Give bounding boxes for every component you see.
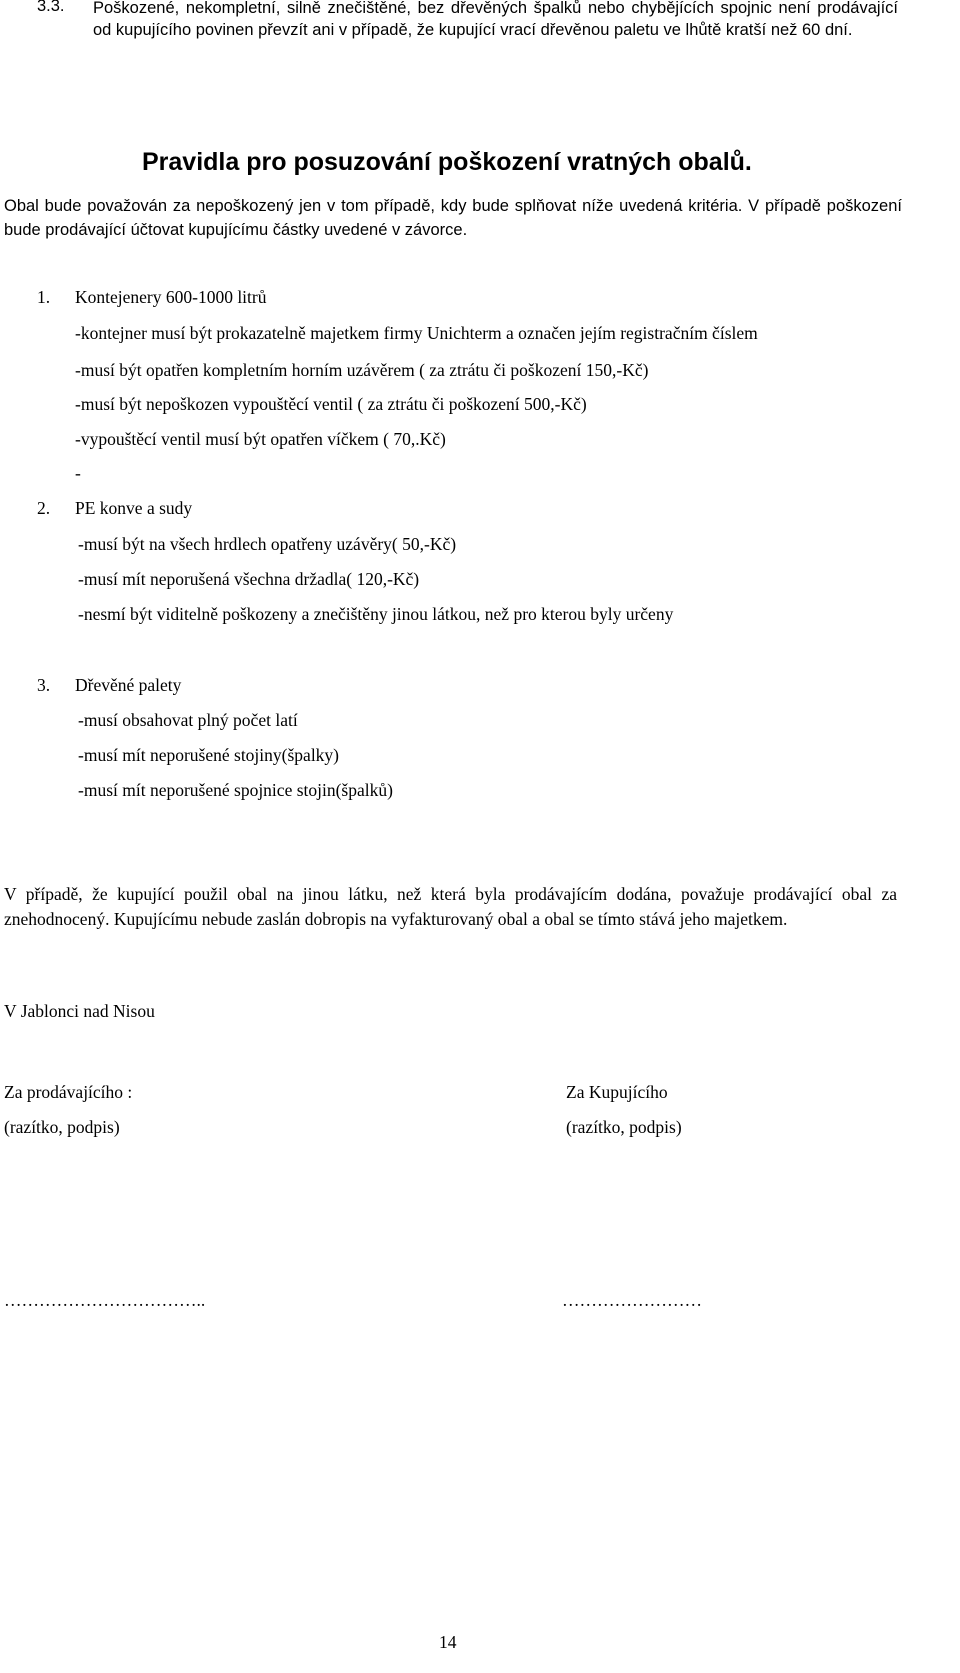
seller-signature-line: …………………………….. <box>4 1290 206 1310</box>
section3-item: -musí mít neporušené stojiny(špalky) <box>78 745 340 765</box>
section3-item: -musí obsahovat plný počet latí <box>78 710 298 730</box>
section1-item: -musí být nepoškozen vypouštěcí ventil ( za ztrátu či poškození 500,-Kč) <box>75 394 587 414</box>
subintro-text: Obal bude považován za nepoškozený jen v tom případě, kdy bude splňovat níže uvedená kritéria. V případě poškození bude prodávající účtovat kupujícímu částky uvedené v závorce. <box>4 197 902 239</box>
section1-item: -musí být opatřen kompletním horním uzávěrem ( za ztrátu či poškození 150,-Kč) <box>75 360 649 380</box>
section2-item: -musí být na všech hrdlech opatřeny uzávěry( 50,-Kč) <box>78 534 457 554</box>
seller-label: Za prodávajícího : <box>4 1082 133 1102</box>
section3-item: -musí mít neporušené spojnice stojin(špalků) <box>78 780 393 800</box>
buyer-note: (razítko, podpis) <box>566 1117 682 1137</box>
seller-note: (razítko, podpis) <box>4 1117 120 1137</box>
section3-number: 3. <box>37 675 51 695</box>
place-text: V Jablonci nad Nisou <box>4 1001 155 1021</box>
page-number: 14 <box>439 1632 457 1652</box>
section2-number: 2. <box>37 498 51 518</box>
section2-title: PE konve a sudy <box>75 498 193 518</box>
section1-item: - <box>75 463 81 483</box>
section1-item: -vypouštěcí ventil musí být opatřen víčkem ( 70,.Kč) <box>75 429 446 449</box>
section1-item: -kontejner musí být prokazatelně majetkem firmy Unichterm a označen jejím registračním číslem <box>75 323 758 343</box>
section1-title: Kontejenery 600-1000 litrů <box>75 287 267 307</box>
buyer-label: Za Kupujícího <box>566 1082 668 1102</box>
section2-item: -nesmí být viditelně poškozeny a znečištěny jinou látkou, než pro kterou byly určeny <box>78 604 674 624</box>
section1-number: 1. <box>37 287 51 307</box>
page-title: Pravidla pro posuzování poškození vratných obalů. <box>142 148 752 176</box>
intro-number: 3.3. <box>37 0 65 15</box>
closing-paragraph: V případě, že kupující použil obal na jinou látku, než která byla prodávajícím dodána, považuje prodávající obal za znehodnocený. Kupujícímu nebude zaslán dobropis na vyfakturovaný obal a obal se tímto stává jeho majetkem. <box>4 884 897 929</box>
intro-text: Poškozené, nekompletní, silně znečištěné, bez dřevěných špalků nebo chybějících spojnic není prodávající od kupujícího povinen převzít ani v případě, že kupující vrací dřevěnou paletu ve lhůtě kratší než 60 dní. <box>93 0 898 39</box>
section2-item: -musí mít neporušená všechna držadla( 120,-Kč) <box>78 569 420 589</box>
buyer-signature-line: …………………… <box>562 1290 702 1310</box>
section3-title: Dřevěné palety <box>75 675 182 695</box>
